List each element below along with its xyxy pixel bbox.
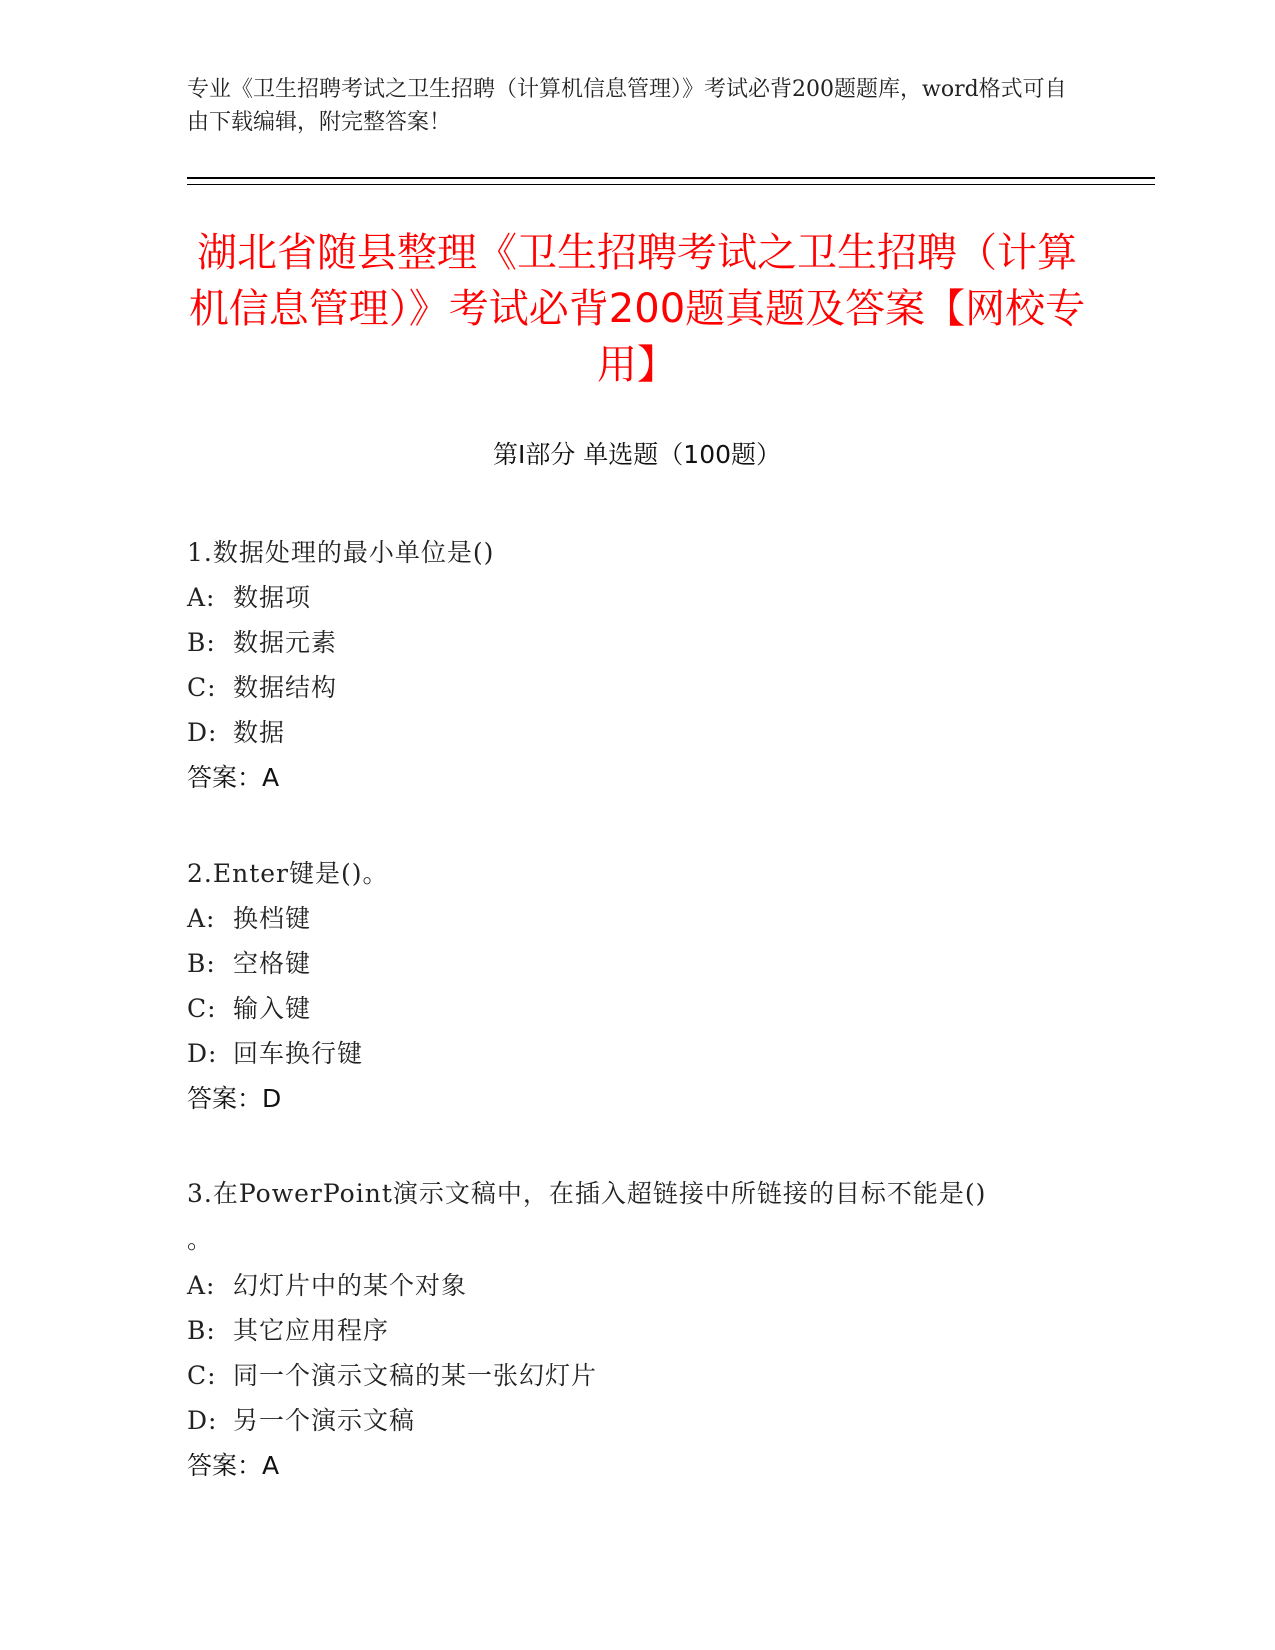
option-b [187,1308,1087,1353]
answer: 答案：D [187,1084,282,1113]
header-divider-thick [187,177,1155,179]
option-text: 换档键 [233,904,312,933]
option-text: 另一个演示文稿 [233,1406,416,1435]
option-c [187,1353,1087,1398]
option-letter: B: [187,628,216,657]
section-heading: 第Ⅰ部分 单选题（100题） [492,440,782,469]
option-letter: A: [187,1271,216,1300]
option-text: 幻灯片中的某个对象 [233,1271,468,1300]
option-b [187,941,1087,986]
header-divider-thin [187,184,1155,185]
option-text: 数据结构 [233,673,338,702]
option-letter: C: [187,1361,217,1390]
option-text: 同一个演示文稿的某一张幻灯片 [233,1361,598,1390]
option-letter: D: [187,718,218,747]
option-d [187,1398,1087,1443]
question-stem: 3.在PowerPoint演示文稿中，在插入超链接中所链接的目标不能是() 。 [187,1179,987,1254]
document-title: 湖北省随县整理《卫生招聘考试之卫生招聘（计算机信息管理）》考试必背200题真题及答案【网校专用】 [188,230,1086,388]
question-1 [187,530,1087,800]
option-a [187,1263,1087,1308]
option-text: 数据项 [233,583,312,612]
option-text: 回车换行键 [233,1039,364,1068]
option-letter: A: [187,904,216,933]
question-stem: 1.数据处理的最小单位是() [187,538,495,567]
option-letter: A: [187,583,216,612]
question-2 [187,851,1087,1121]
option-letter: D: [187,1039,218,1068]
option-a [187,896,1087,941]
option-text: 输入键 [233,994,312,1023]
answer: 答案：A [187,763,280,792]
option-letter: D: [187,1406,218,1435]
option-b [187,620,1087,665]
option-letter: B: [187,949,216,978]
header-note: 专业《卫生招聘考试之卫生招聘（计算机信息管理）》考试必背200题题库，word格式可自由下载编辑，附完整答案！ [187,77,1067,135]
option-c [187,665,1087,710]
option-letter: B: [187,1316,216,1345]
option-text: 数据 [233,718,286,747]
option-letter: C: [187,673,217,702]
option-c [187,986,1087,1031]
question-stem: 2.Enter键是()。 [187,859,389,888]
option-letter: C: [187,994,217,1023]
option-a [187,575,1087,620]
option-text: 数据元素 [233,628,338,657]
option-text: 空格键 [233,949,312,978]
answer: 答案：A [187,1451,280,1480]
option-text: 其它应用程序 [233,1316,390,1345]
option-d [187,1031,1087,1076]
question-3 [187,1171,1087,1488]
option-d [187,710,1087,755]
